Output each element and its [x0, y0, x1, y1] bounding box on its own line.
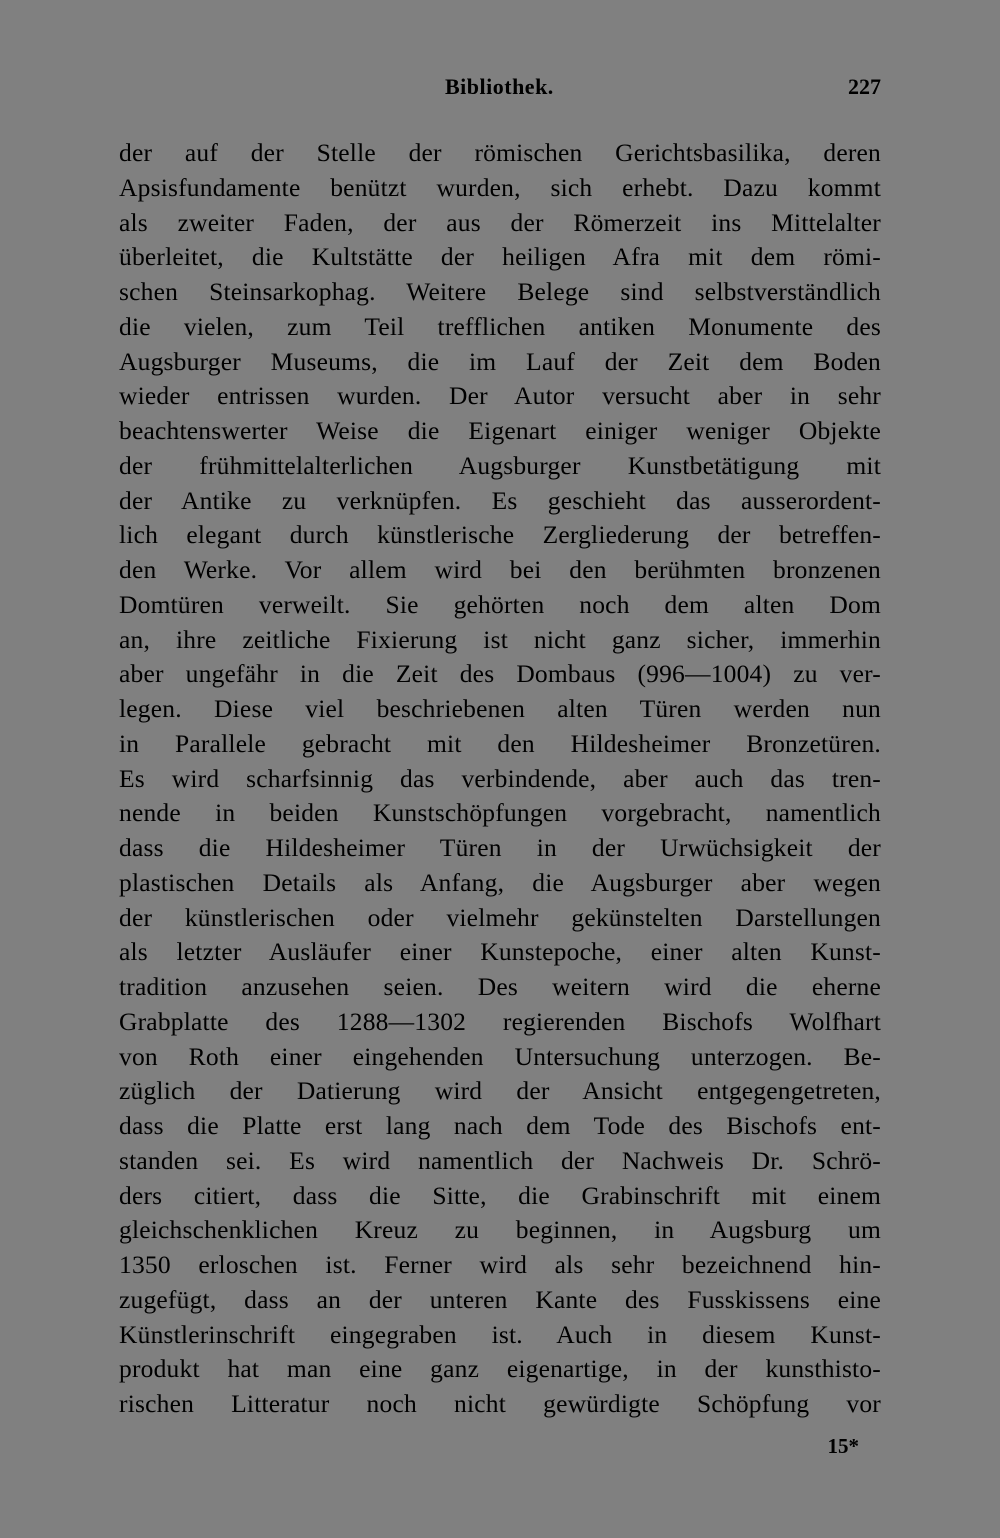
text-line: an, ihre zeitliche Fixierung ist nicht ganz sicher, immerhin — [119, 624, 881, 654]
text-line: der künstlerischen oder vielmehr gekünstelten Darstellungen — [119, 902, 881, 932]
running-head — [119, 74, 881, 104]
text-line: Apsisfundamente benützt wurden, sich erhebt. Dazu kommt — [119, 172, 881, 202]
text-line: legen. Diese viel beschriebenen alten Türen werden nun — [119, 694, 881, 723]
text-line: von Roth einer eingehenden Untersuchung unterzogen. Be- — [119, 1041, 881, 1071]
text-line: beachtenswerter Weise die Eigenart einiger weniger Objekte — [119, 416, 881, 445]
text-line: tradition anzusehen seien. Des weitern wird die eherne — [119, 972, 881, 1001]
text-line: dass die Platte erst lang nach dem Tode des Bischofs ent- — [119, 1111, 881, 1140]
text-line: den Werke. Vor allem wird bei den berühmten bronzenen — [119, 555, 881, 584]
text-line: der Antike zu verknüpfen. Es geschieht das ausserordent- — [119, 485, 881, 515]
text-line: wieder entrissen wurden. Der Autor versucht aber in sehr — [119, 381, 881, 411]
text-line: überleitet, die Kultstätte der heiligen Afra mit dem römi- — [119, 242, 881, 272]
text-line: rischen Litteratur noch nicht gewürdigte Schöpfung vor — [119, 1389, 881, 1418]
text-line: Grabplatte des 1288—1302 regierenden Bischofs Wolfhart — [119, 1006, 881, 1036]
text-line: Künstlerinschrift eingegraben ist. Auch in diesem Kunst- — [119, 1319, 881, 1349]
text-line: der auf der Stelle der römischen Gerichtsbasilika, deren — [119, 138, 881, 167]
text-line: zugefügt, dass an der unteren Kante des Fusskissens eine — [119, 1284, 881, 1314]
text-line: als zweiter Faden, der aus der Römerzeit ins Mittelalter — [119, 207, 881, 237]
text-line: Es wird scharfsinnig das verbindende, aber auch das tren- — [119, 763, 881, 793]
text-line: in Parallele gebracht mit den Hildesheimer Bronzetüren. — [119, 728, 881, 758]
text-line: Augsburger Museums, die im Lauf der Zeit dem Boden — [119, 346, 881, 376]
text-line: die vielen, zum Teil trefflichen antiken Monumente des — [119, 311, 881, 341]
signature-mark: 15* — [827, 1434, 859, 1458]
text-line: schen Steinsarkophag. Weitere Belege sind selbstverständlich — [119, 277, 881, 306]
page-number: 227 — [848, 74, 881, 99]
text-line: dass die Hildesheimer Türen in der Urwüchsigkeit der — [119, 833, 881, 862]
text-line: züglich der Datierung wird der Ansicht entgegengetreten, — [119, 1076, 881, 1106]
text-line: ders citiert, dass die Sitte, die Grabinschrift mit einem — [119, 1180, 881, 1210]
text-line: 1350 erloschen ist. Ferner wird als sehr bezeichnend hin- — [119, 1250, 881, 1279]
text-line: nende in beiden Kunstschöpfungen vorgebracht, namentlich — [119, 798, 881, 828]
text-line: standen sei. Es wird namentlich der Nachweis Dr. Schrö- — [119, 1145, 881, 1175]
text-line: plastischen Details als Anfang, die Augsburger aber wegen — [119, 867, 881, 897]
text-line: produkt hat man eine ganz eigenartige, in der kunsthisto- — [119, 1354, 881, 1384]
book-page — [119, 0, 881, 1538]
body-text — [119, 136, 881, 1422]
text-line: Domtüren verweilt. Sie gehörten noch dem alten Dom — [119, 589, 881, 619]
text-line: aber ungefähr in die Zeit des Dombaus (996—1004) zu ver- — [119, 659, 881, 689]
text-line: der frühmittelalterlichen Augsburger Kunstbetätigung mit — [119, 450, 881, 480]
text-line: lich elegant durch künstlerische Zergliederung der betreffen- — [119, 520, 881, 550]
text-line: als letzter Ausläufer einer Kunstepoche, einer alten Kunst- — [119, 937, 881, 967]
text-line: gleichschenklichen Kreuz zu beginnen, in Augsburg um — [119, 1215, 881, 1245]
running-title: Bibliothek. — [445, 74, 554, 99]
